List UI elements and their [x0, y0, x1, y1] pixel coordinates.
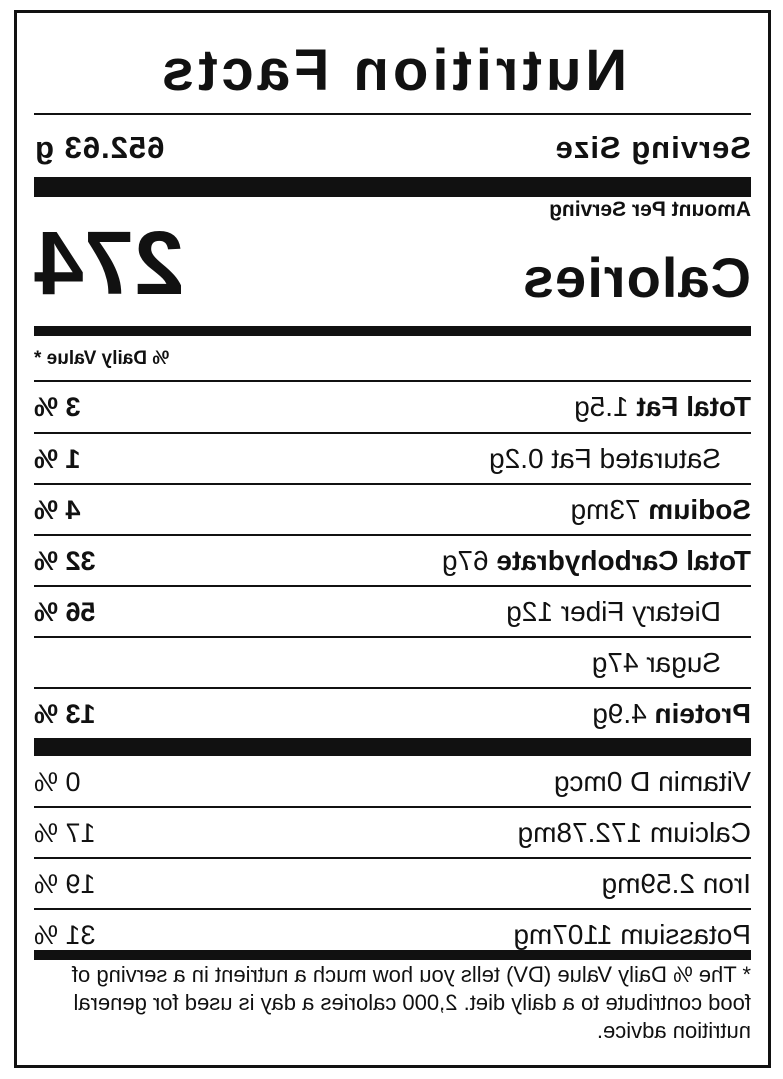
nutrient-amount: 47g	[591, 647, 639, 678]
vitamin-name: Potassium	[620, 919, 751, 950]
nutrient-row-saturated-fat	[34, 434, 751, 484]
title-divider	[34, 113, 751, 115]
nutrient-dv: 3 %	[34, 391, 81, 422]
thick-divider-vitamins	[34, 738, 751, 756]
nutrient-name: Protein	[654, 698, 751, 729]
nutrient-row-protein	[34, 689, 751, 739]
vitamin-name: Vitamin D	[630, 766, 751, 797]
footnote-divider	[34, 950, 751, 960]
nutrient-row-sugar	[34, 638, 751, 688]
nutrient-row-dietary-fiber	[34, 587, 751, 637]
calories-divider	[34, 326, 751, 336]
thick-divider-top	[34, 177, 751, 197]
vitamin-row-vitamin-d	[34, 757, 751, 807]
amount-per-serving: Amount Per Serving	[549, 198, 751, 221]
vitamin-name: Calcium	[649, 817, 751, 848]
vitamin-amount: 1107mg	[513, 919, 613, 950]
vitamin-amount: 172.78mg	[517, 817, 643, 848]
vitamin-row-calcium	[34, 808, 751, 858]
serving-size-label: Serving Size	[554, 130, 751, 165]
vitamin-row-iron	[34, 859, 751, 909]
nutrient-row-total-carbohydrate	[34, 536, 751, 586]
nutrient-amount: 1.5g	[574, 391, 629, 422]
nutrient-amount: 73mg	[570, 494, 641, 525]
nutrient-name: Total Fat	[636, 391, 751, 422]
nutrient-name: Total Carbohydrate	[496, 545, 751, 576]
nutrient-name: Sodium	[648, 494, 751, 525]
serving-size-value: 652.63 g	[34, 130, 165, 165]
nutrition-label	[14, 10, 771, 1068]
daily-value-header: % Daily Value *	[34, 348, 170, 369]
vitamin-amount: 0mcg	[553, 766, 623, 797]
vitamin-dv: 17 %	[34, 817, 96, 848]
nutrient-amount: 4.9g	[592, 698, 647, 729]
label-title: Nutrition Facts	[157, 38, 628, 103]
nutrient-name: Dietary Fiber	[560, 596, 721, 627]
calories-label: Calories	[522, 246, 751, 309]
nutrient-row-sodium	[34, 485, 751, 535]
nutrient-dv: 56 %	[34, 596, 96, 627]
serving-size-row	[34, 123, 751, 173]
nutrient-name: Sugar	[646, 647, 721, 678]
nutrient-amount: 0.2g	[489, 443, 544, 474]
nutrient-dv: 1 %	[34, 443, 81, 474]
nutrient-dv: 4 %	[34, 494, 81, 525]
nutrient-dv: 13 %	[34, 698, 96, 729]
calories-value: 274	[34, 214, 185, 314]
vitamin-dv: 31 %	[34, 919, 96, 950]
nutrient-dv: 32 %	[34, 545, 96, 576]
nutrient-amount: 67g	[441, 545, 489, 576]
daily-value-footnote: * The % Daily Value (DV) tells you how much a nutrient in a serving of food contribute to a daily diet. 2,000 calories a day is used for general nutrition advice.	[71, 962, 751, 1043]
nutrient-amount: 12g	[506, 596, 553, 627]
vitamin-dv: 19 %	[34, 868, 96, 899]
nutrient-name: Saturated Fat	[551, 443, 721, 474]
vitamin-name: Iron	[702, 868, 751, 899]
vitamin-dv: 0 %	[34, 766, 81, 797]
vitamin-amount: 2.59mg	[601, 868, 695, 899]
nutrient-row-total-fat	[34, 382, 751, 432]
